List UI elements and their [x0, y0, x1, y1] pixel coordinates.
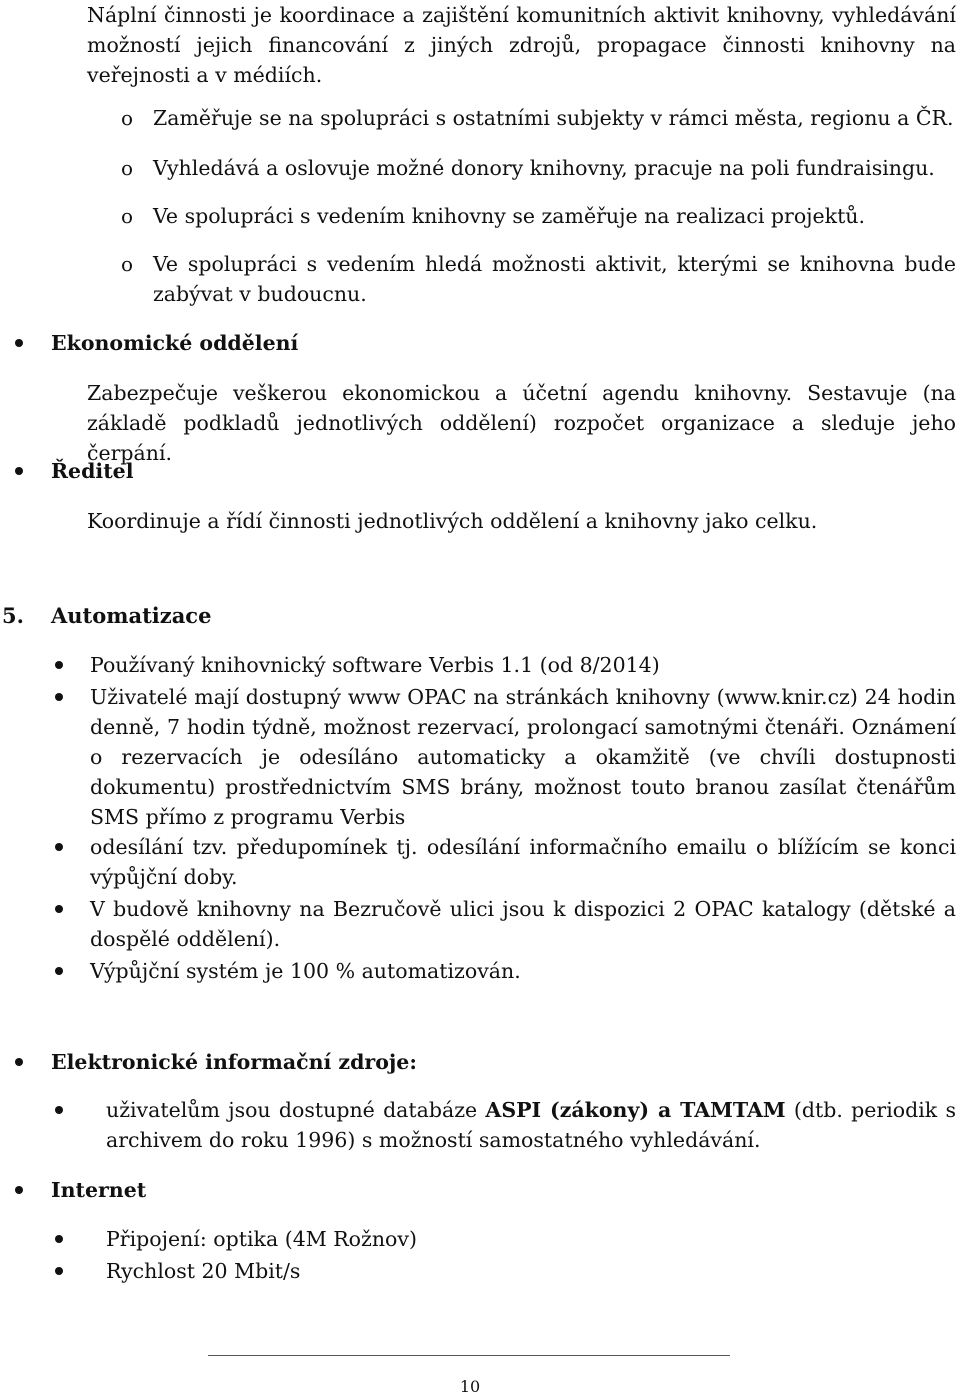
ekonomicke-text: Zabezpečuje veškerou ekonomickou a účetní agendu knihovny. Sestavuje (na základě podkladů jednotlivých oddělení) rozpočet organizace a sleduje jeho čerpání.: [87, 381, 956, 465]
bullet-icon: [15, 1058, 23, 1066]
circle-bullet-icon: o: [121, 156, 134, 180]
page-number: 10: [459, 1377, 481, 1396]
circle-bullet-icon: o: [121, 252, 134, 276]
intro-paragraph: Náplní činnosti je koordinace a zajištění komunitních aktivit knihovny, vyhledávání možností jejich financování z jiných zdrojů, propagace činnosti knihovny na veřejnosti a v médiích.: [87, 3, 956, 87]
ekonomicke-heading: Ekonomické oddělení: [51, 331, 299, 355]
bullet-icon: [55, 693, 63, 701]
circle-bullet-icon: o: [121, 106, 134, 130]
internet-item: Rychlost 20 Mbit/s: [106, 1259, 301, 1283]
reditel-text: Koordinuje a řídí činnosti jednotlivých oddělení a knihovny jako celku.: [87, 509, 818, 533]
ezdroje-databases: ASPI (zákony) a TAMTAM: [485, 1098, 786, 1122]
automatizace-item: Výpůjční systém je 100 % automatizován.: [90, 959, 521, 983]
automatizace-item: V budově knihovny na Bezručově ulici jsou k dispozici 2 OPAC katalogy (dětské a dospělé oddělení).: [90, 897, 956, 951]
bullet-icon: [55, 843, 63, 851]
ezdroje-item-text-end: (dtb. periodik s archivem do roku 1996) s možností samostatného vyhledávání.: [106, 1098, 956, 1152]
automatizace-item: Uživatelé mají dostupný www OPAC na stránkách knihovny (www.knir.cz) 24 hodin denně, 7 hodin týdně, možnost rezervací, prolongací samotnými čtenáři. Oznámení o rezervacích je odesíláno automaticky a okamžitě (ve chvíli dostupnosti dokumentu) prostřednictvím SMS brány, možnost touto branou zasílat čtenářům SMS přímo z programu Verbis: [90, 685, 956, 829]
bullet-icon: [55, 905, 63, 913]
intro-item: Ve spolupráci s vedením knihovny se zaměřuje na realizaci projektů.: [153, 204, 866, 228]
section-number: 5.: [2, 603, 24, 628]
circle-bullet-icon: o: [121, 204, 134, 228]
intro-item: Ve spolupráci s vedením hledá možnosti aktivit, kterými se knihovna bude zabývat v budoucnu.: [153, 252, 956, 306]
ezdroje-heading: Elektronické informační zdroje:: [51, 1050, 417, 1074]
bullet-icon: [15, 467, 23, 475]
automatizace-item: Používaný knihovnický software Verbis 1.1 (od 8/2014): [90, 653, 660, 677]
section-title: Automatizace: [51, 603, 212, 628]
bullet-icon: [55, 1235, 63, 1243]
bullet-icon: [15, 339, 23, 347]
bullet-icon: [55, 1267, 63, 1275]
internet-item: Připojení: optika (4M Rožnov): [106, 1227, 417, 1251]
bullet-icon: [55, 661, 63, 669]
intro-item: Zaměřuje se na spolupráci s ostatními subjekty v rámci města, regionu a ČR.: [153, 106, 954, 130]
automatizace-item: odesílání tzv. předupomínek tj. odesílání informačního emailu o blížícím se konci výpůjční doby.: [90, 835, 956, 889]
bullet-icon: [55, 1106, 63, 1114]
reditel-heading: Ředitel: [51, 459, 134, 483]
ezdroje-item: [106, 1095, 956, 1155]
footer-divider: [208, 1355, 730, 1356]
bullet-icon: [15, 1186, 23, 1194]
ezdroje-item-text: uživatelům jsou dostupné databáze: [106, 1098, 486, 1122]
bullet-icon: [55, 967, 63, 975]
internet-heading: Internet: [51, 1178, 147, 1202]
intro-item: Vyhledává a oslovuje možné donory knihovny, pracuje na poli fundraisingu.: [153, 156, 935, 180]
